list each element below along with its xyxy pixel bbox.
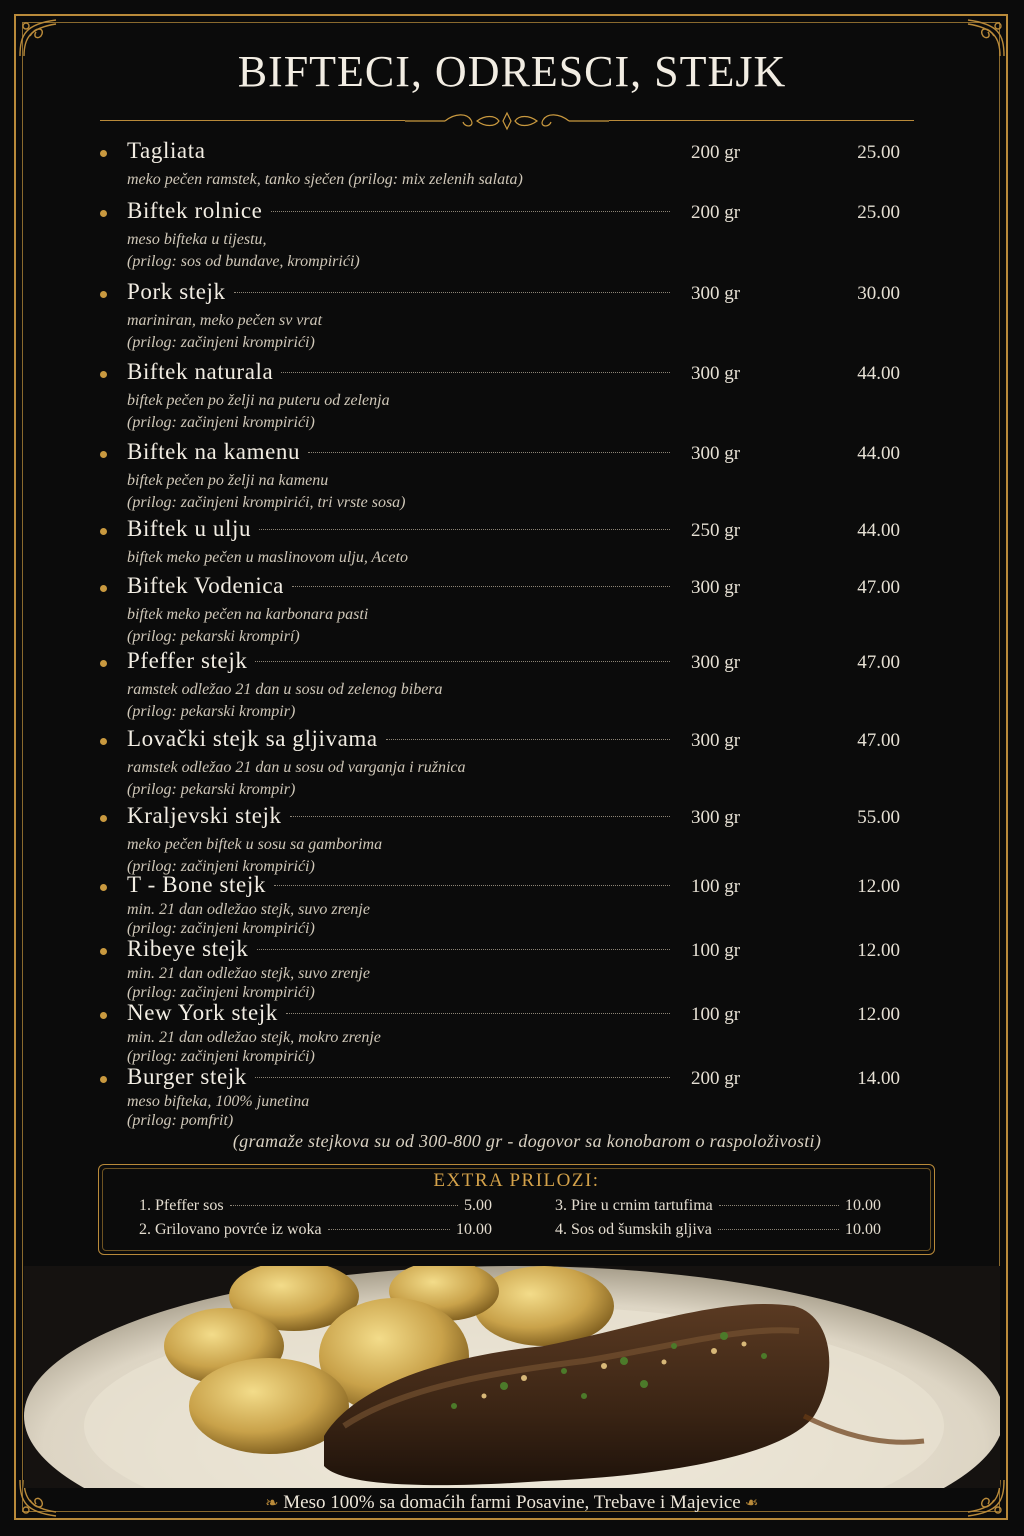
flourish-icon [405,111,609,131]
description-line: (prilog: pekarski krompir) [127,703,296,720]
description-line: biftek pečen po želji na puteru od zelenja [127,392,390,409]
dot-leader [281,372,670,373]
description-line: (prilog: začinjeni krompirići) [127,920,315,937]
menu-item-weight: 100 gr [691,876,741,897]
extra-item-price: 10.00 [845,1221,881,1238]
menu-item-name-row [127,138,670,168]
bullet-icon [100,371,107,378]
extras-box [98,1164,935,1255]
bullet-icon [100,1012,107,1019]
menu-item-price: 25.00 [857,142,900,163]
menu-item-weight: 100 gr [691,1004,741,1025]
menu-item-weight: 300 gr [691,283,741,304]
description-line: min. 21 dan odležao stejk, suvo zrenje [127,901,370,918]
extra-item [555,1221,881,1239]
menu-item-price: 12.00 [857,876,900,897]
menu-item-price: 44.00 [857,363,900,384]
bullet-icon [100,585,107,592]
footer-line [0,1492,1024,1514]
extra-item-label: 2. Grilovano povrće iz woka [139,1221,322,1238]
description-line: meko pečen ramstek, tanko sječen (prilog: mix zelenih salata) [127,171,523,188]
menu-item-weight: 300 gr [691,363,741,384]
bullet-icon [100,738,107,745]
description-line: min. 21 dan odležao stejk, mokro zrenje [127,1029,381,1046]
menu-item-weight: 100 gr [691,940,741,961]
menu-item-description [127,679,687,723]
menu-item-name: Pork stejk [127,279,226,304]
menu-item-weight: 300 gr [691,807,741,828]
menu-item-name-row [127,803,670,833]
menu-item-price: 47.00 [857,730,900,751]
menu-item-name: Kraljevski stejk [127,803,282,828]
menu-item-description [127,1028,687,1066]
bullet-icon [100,150,107,157]
dot-leader [257,949,670,950]
description-line: meko pečen biftek u sosu sa gamborima [127,836,383,853]
menu-item-description [127,390,687,434]
menu-item-name: Biftek rolnice [127,198,263,223]
menu-item-name-row [127,648,670,678]
menu-item-description [127,470,687,514]
bullet-icon [100,815,107,822]
menu-item-name: Biftek naturala [127,359,274,384]
flourish-icon: ❧ [745,1495,759,1512]
menu-item-name: New York stejk [127,1000,278,1025]
extra-item-price: 5.00 [464,1197,492,1214]
menu-item-description [127,900,687,938]
menu-item-name: Burger stejk [127,1064,247,1089]
menu-item-name: Biftek na kamenu [127,439,301,464]
footer-text: Meso 100% sa domaćih farmi Posavine, Trebave i Majevice [283,1492,741,1513]
menu-item-name-row [127,1000,670,1030]
description-line: (prilog: začinjeni krompirići) [127,414,315,431]
menu-item-description [127,757,687,801]
bullet-icon [100,451,107,458]
menu-item-price: 47.00 [857,577,900,598]
dot-leader [386,739,670,740]
menu-item-name-row [127,1064,670,1094]
menu-item-weight: 300 gr [691,652,741,673]
menu-item-price: 25.00 [857,202,900,223]
menu-item-weight: 250 gr [691,520,741,541]
description-line: biftek meko pečen na karbonara pasti [127,606,369,623]
menu-item-price: 44.00 [857,520,900,541]
menu-item-name-row [127,439,670,469]
menu-item-name: Biftek u ulju [127,516,252,541]
portion-note: (gramaže stejkova su od 300-800 gr - dogovor sa konobarom o raspoloživosti) [232,1131,822,1151]
description-line: min. 21 dan odležao stejk, suvo zrenje [127,965,370,982]
dot-leader [234,292,670,293]
dot-leader [286,1013,670,1014]
menu-item-weight: 200 gr [691,1068,741,1089]
description-line: (prilog: začinjeni krompirići) [127,334,315,351]
menu-item-name-row [127,279,670,309]
bullet-icon [100,660,107,667]
menu-item-weight: 200 gr [691,142,741,163]
extra-item [555,1197,881,1215]
description-line: meso bifteka, 100% junetina [127,1093,310,1110]
menu-item-name: Pfeffer stejk [127,648,248,673]
menu-item-price: 12.00 [857,940,900,961]
menu-item-price: 47.00 [857,652,900,673]
menu-item-name-row [127,359,670,389]
flourish-icon: ❧ [265,1495,279,1512]
menu-item-weight: 300 gr [691,443,741,464]
dot-leader [274,885,670,886]
description-line: mariniran, meko pečen sv vrat [127,312,323,329]
bullet-icon [100,884,107,891]
dot-leader [308,452,670,453]
extra-item [139,1221,492,1239]
title-divider [100,111,914,131]
bullet-icon [100,948,107,955]
menu-item-name: Tagliata [127,138,206,163]
menu-item-price: 12.00 [857,1004,900,1025]
dot-leader [255,661,670,662]
menu-item-price: 30.00 [857,283,900,304]
bullet-icon [100,291,107,298]
extra-item-price: 10.00 [845,1197,881,1214]
menu-item-weight: 300 gr [691,730,741,751]
description-line: (prilog: začinjeni krompirići, tri vrste sosa) [127,494,406,511]
menu-item-name: Lovački stejk sa gljivama [127,726,378,751]
menu-item-name: Ribeye stejk [127,936,249,961]
bullet-icon [100,1076,107,1083]
description-line: (prilog: pekarski krompir) [127,781,296,798]
menu-item-name: T - Bone stejk [127,872,266,897]
menu-item-description [127,964,687,1002]
extras-title: EXTRA PRILOZI: [433,1170,600,1191]
steak-photo [24,1266,1000,1488]
bullet-icon [100,210,107,217]
description-line: biftek meko pečen u maslinovom ulju, Aceto [127,549,408,566]
description-line: (prilog: začinjeni krompirići) [127,1048,315,1065]
description-line: ramstek odležao 21 dan u sosu od zelenog bibera [127,681,443,698]
menu-item-name-row [127,198,670,228]
dot-leader [290,816,670,817]
menu-item-name-row [127,516,670,546]
menu-item-name-row [127,872,670,902]
extra-item-label: 4. Sos od šumskih gljiva [555,1221,712,1238]
menu-item-description [127,229,687,273]
menu-item-weight: 300 gr [691,577,741,598]
menu-item-name-row [127,726,670,756]
description-line: (prilog: sos od bundave, krompirići) [127,253,360,270]
description-line: meso bifteka u tijestu, [127,231,267,248]
extra-item-label: 1. Pfeffer sos [139,1197,224,1214]
menu-item-price: 55.00 [857,807,900,828]
menu-title: BIFTECI, ODRESCI, STEJK [237,47,787,96]
description-line: (prilog: začinjeni krompirići) [127,984,315,1001]
bullet-icon [100,528,107,535]
menu-item-weight: 200 gr [691,202,741,223]
description-line: biftek pečen po želji na kamenu [127,472,329,489]
menu-item-price: 44.00 [857,443,900,464]
menu-item-description [127,1092,687,1130]
menu-item-price: 14.00 [857,1068,900,1089]
menu-item-name-row [127,936,670,966]
extra-item-price: 10.00 [456,1221,492,1238]
menu-item-description [127,547,687,569]
menu-item-name-row [127,573,670,603]
description-line: (prilog: pomfrit) [127,1112,234,1129]
description-line: (prilog: pekarski krompirí) [127,628,300,645]
description-line: ramstek odležao 21 dan u sosu od varganja i ružnica [127,759,466,776]
dot-leader [255,1077,670,1078]
dot-leader [271,211,671,212]
menu-item-description [127,310,687,354]
extra-item [139,1197,492,1215]
dot-leader [259,529,670,530]
menu-item-description [127,604,687,648]
extra-item-label: 3. Pire u crnim tartufima [555,1197,713,1214]
menu-item-name: Biftek Vodenica [127,573,284,598]
menu-item-description [127,169,687,191]
dot-leader [292,586,670,587]
description-line: (prilog: začinjeni krompirići) [127,858,315,875]
